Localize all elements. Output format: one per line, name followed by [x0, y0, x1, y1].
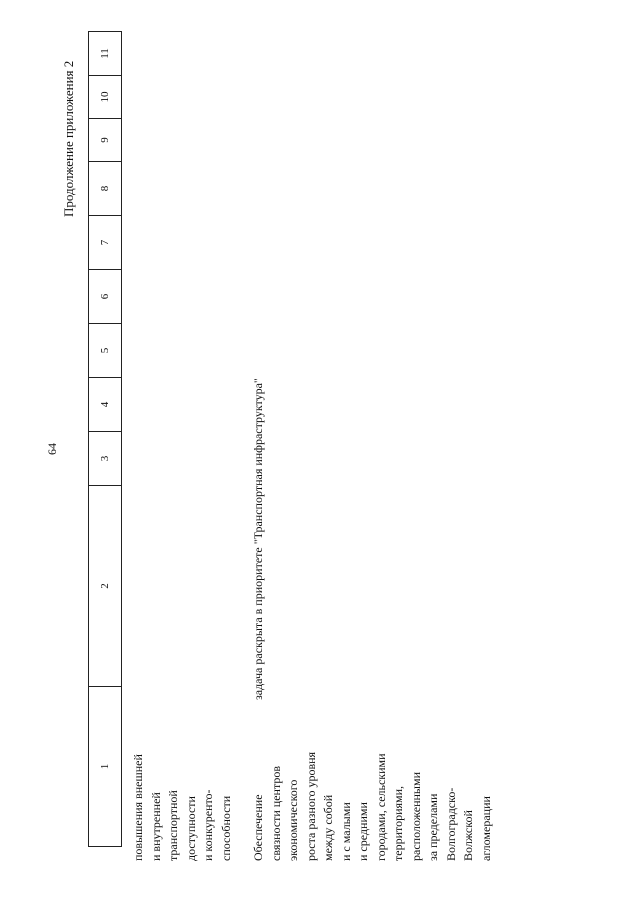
table-cell-line: роста разного уровня: [303, 751, 318, 861]
column-number: 9: [89, 119, 122, 162]
column-number-header: [88, 31, 122, 847]
column-number: 11: [89, 32, 122, 76]
table-cell-line: Обеспечение: [251, 794, 265, 861]
column-number: 8: [89, 162, 122, 216]
table-cell-line: территориями,: [391, 785, 405, 861]
table-cell-line: доступности: [183, 796, 198, 861]
table-cell-line: между собой: [321, 794, 335, 861]
column-number: 1: [89, 687, 122, 847]
continuation-note: Продолжение приложения 2: [61, 60, 76, 217]
table-cell-line: транспортной: [166, 790, 180, 861]
column-number: 6: [89, 270, 122, 324]
table-cell-line: и с малыми: [338, 802, 353, 861]
table-cell-line: и внутренней: [148, 792, 163, 861]
column-number: 4: [89, 378, 122, 432]
task-note: задача раскрыта в приоритете "Транспортная инфраструктура": [251, 378, 265, 700]
table-cell-line: и конкуренто-: [201, 789, 215, 861]
table-cell-line: и средними: [356, 802, 370, 861]
table-cell-line: за пределами: [426, 793, 440, 861]
row-1-goal-text: [130, 701, 235, 861]
table-cell-line: агломерации: [478, 796, 493, 861]
column-number: 3: [89, 432, 122, 486]
table-cell-line: повышения внешней: [131, 754, 145, 861]
table-cell-line: расположенными: [408, 772, 423, 861]
table-cell-line: Волжской: [461, 810, 475, 861]
column-number: 2: [89, 486, 122, 687]
table-cell-line: городами, сельскими: [373, 753, 388, 861]
column-number: 7: [89, 216, 122, 270]
table-cell-line: связности центров: [268, 765, 283, 861]
table-cell-line: Волгоградско-: [443, 787, 458, 861]
table-cell-line: способности: [218, 795, 233, 861]
column-number: 5: [89, 324, 122, 378]
column-number: 10: [89, 76, 122, 119]
page-number: 64: [45, 443, 59, 455]
row-2-task-text: [250, 701, 495, 861]
table-cell-line: экономического: [286, 779, 300, 861]
